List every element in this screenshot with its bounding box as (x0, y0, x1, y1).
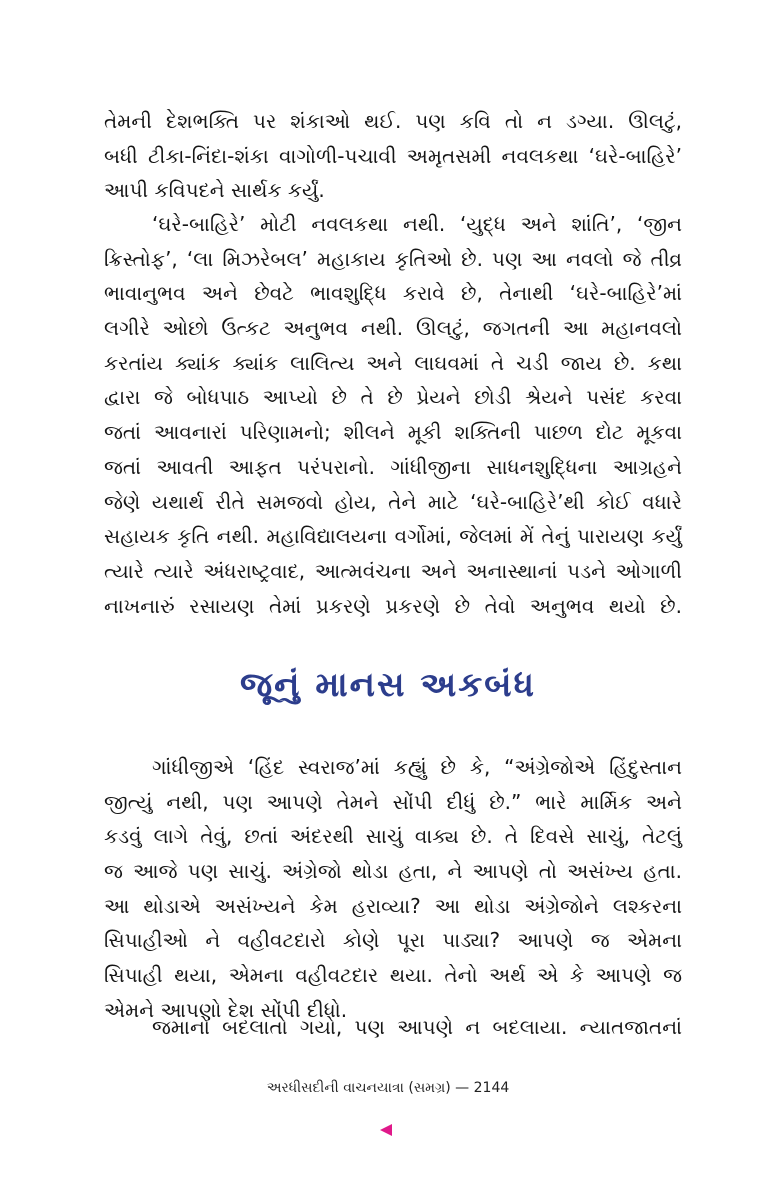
paragraph-4 (104, 1010, 682, 1045)
text-line: ‘ઘરે-બાહિરે’ મોટી નવલકથા નથી. ‘યુદ્ધ અને શાંતિ’, ‘જીન (152, 212, 682, 236)
text-line: સહાયક કૃતિ નથી. મહાવિદ્યાલયના વર્ગોમાં, જેલમાં મેં તેનું પારાયણ કર્યું (104, 524, 682, 549)
text-line: જતાં આવતી આફત પરંપરાનો. ગાંધીજીના સાધનશુદ્ધિના આગ્રહને (104, 454, 682, 479)
text-line: ભાવાનુભવ અને છેવટે ભાવશુદ્ધિ કરાવે છે, તેનાથી ‘ઘરે-બાહિરે’માં (104, 281, 682, 306)
text-line: તેમની દેશભક્તિ પર શંકાઓ થઈ. પણ કવિ તો ન ડગ્યા. ઊલટું, (104, 109, 682, 133)
text-line: ગાંધીજીએ ‘હિંદ સ્વરાજ’માં કહ્યું છે કે, “અંગ્રેજોએ હિંદુસ્તાન (152, 755, 682, 779)
text-line: જ આજે પણ સાચું. અંગ્રેજો થોડા હતા, ને આપણે તો અસંખ્ય હતા. (104, 859, 682, 884)
text-line: જમાનો બદલાતો ગયો, પણ આપણે ન બદલાયા. ન્યાતજાતનાં (152, 1015, 682, 1039)
text-line: સિપાહી થયા, એમના વહીવટદાર થયા. તેનો અર્થ એ કે આપણે જ (104, 963, 682, 988)
text-line: આ થોડાએ અસંખ્યને કેમ હરાવ્યા? આ થોડા અંગ્રેજોને લશ્કરના (104, 893, 682, 918)
text-line: કડવું લાગે તેવું, છતાં અંદરથી સાચું વાક્ય છે. તે દિવસે સાચું, તેટલું (104, 824, 682, 849)
text-line: દ્વારા જે બોધપાઠ આપ્યો છે તે છે પ્રેયને છોડી શ્રેયને પસંદ કરવા (104, 385, 682, 410)
text-line: બધી ટીકા-નિંદા-શંકા વાગોળી-પચાવી અમૃતસમી નવલકથા ‘ઘરે-બાહિરે’ (104, 143, 682, 168)
text-line: કરતાંય ક્યાંક ક્યાંક લાલિત્ય અને લાઘવમાં તે ચડી જાય છે. કથા (104, 350, 682, 375)
text-line: જતાં આવનારાં પરિણામનો; શીલને મૂકી શક્તિની પાછળ દોટ મૂકવા (104, 420, 682, 445)
page-footer: અરધીસદીની વાચનયાત્રા (સમગ્ર) — 2144 (266, 1080, 510, 1096)
text-line: જેણે યથાર્થ રીતે સમજવો હોય, તેને માટે ‘ઘરે-બાહિરે’થી કોઈ વધારે (104, 489, 682, 514)
text-line: નાખનારું રસાયણ તેમાં પ્રકરણે પ્રકરણે છે તેવો અનુભવ થયો છે. (104, 593, 682, 618)
paragraph-1 (104, 104, 682, 208)
section-heading: જૂનું માનસ અકબંધ (240, 665, 536, 705)
text-line: જીત્યું નથી, પણ આપણે તેમને સોંપી દીધું છે.” ભારે માર્મિક અને (104, 789, 682, 814)
text-line: ત્યારે ત્યારે અંધરાષ્ટ્રવાદ, આત્મવંચના અને અનાસ્થાનાં પડને ઓગાળી (104, 558, 682, 583)
text-line: આપી કવિપદને સાર્થક કર્યું. (104, 178, 325, 203)
text-line: એમને આપણો દેશ સોંપી દીધો. (104, 997, 348, 1022)
text-line: ક્રિસ્તોફ’, ‘લા મિઝરેબલ’ મહાકાય કૃતિઓ છે. પણ આ નવલો જે તીવ્ર (104, 246, 682, 271)
text-line: સિપાહીઓ ને વહીવટદારો કોણે પૂરા પાડ્યા? આપણે જ એમના (104, 928, 682, 953)
text-line: લગીરે ઓછો ઉત્કટ અનુભવ નથી. ઊલટું, જગતની આ મહાનવલો (104, 316, 682, 341)
paragraph-2 (104, 207, 682, 623)
paragraph-3 (104, 750, 682, 1028)
triangle-left-icon[interactable] (380, 1124, 392, 1136)
